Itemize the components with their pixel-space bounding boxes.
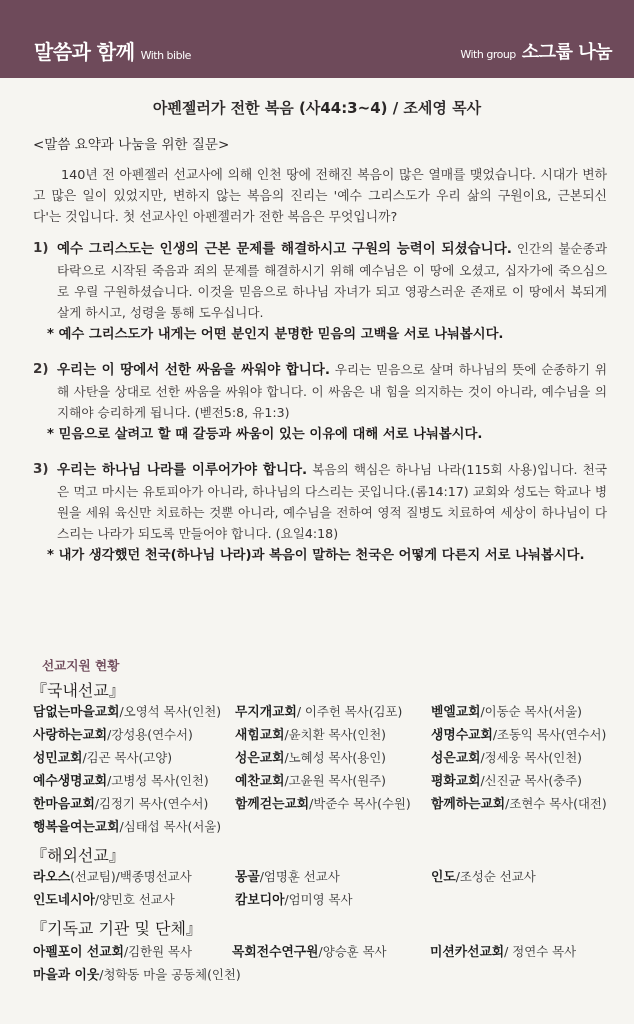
mission-name: 한마음교회	[33, 797, 95, 812]
mission-name: 캄보디아	[235, 893, 285, 908]
mission-entry	[33, 889, 175, 908]
mission-entry	[33, 770, 209, 789]
mission-contact: /김곤 목사(고양)	[82, 750, 173, 765]
mission-entry	[33, 701, 221, 720]
question-text: 복음의 핵심은 하나님 나라(115회 사용)입니다. 천국은 먹고 마시는 유토피아가 아니라, 하나님의 다스리는 곳입니다.(롬14:17) 교회와 성도는 학교나 병원을 세워 육신만 치료하는 것뿐 아니라, 예수님을 전하여 영적 질병도 치료하여 세상이 하나님이 다스리는 나라가 되도록 만들어야 합니다. (요일4:18)	[57, 462, 607, 541]
mission-entry	[235, 701, 402, 720]
mission-entry	[431, 724, 606, 743]
header-right	[454, 38, 612, 64]
overseas-missions-title: 『해외선교』	[31, 846, 125, 865]
mission-contact: (선교팀)/백종명선교사	[70, 869, 192, 884]
question-number: 2)	[33, 361, 49, 377]
mission-name: 성민교회	[33, 751, 83, 766]
mission-entry	[235, 747, 386, 766]
mission-name: 몽골	[235, 870, 260, 885]
mission-entry	[235, 889, 352, 908]
question-lead: 우리는 하나님 나라를 이루어가야 합니다.	[57, 462, 308, 478]
question-body	[57, 459, 607, 544]
mission-contact: /신진균 목사(충주)	[480, 773, 583, 788]
mission-entry	[431, 793, 607, 812]
mission-name: 인도	[431, 870, 456, 885]
mission-contact: /엄명훈 선교사	[259, 869, 340, 884]
discussion-prompt: * 예수 그리스도가 내게는 어떤 분인지 분명한 믿음의 고백을 서로 나눠봅시다.	[47, 327, 504, 342]
mission-entry	[33, 816, 221, 835]
mission-entry	[235, 770, 386, 789]
mission-contact: /조동익 목사(연수서)	[492, 727, 607, 742]
question-number: 3)	[33, 461, 49, 477]
question-2	[33, 359, 607, 445]
page-header	[0, 0, 634, 78]
mission-contact: /정세웅 목사(인천)	[480, 750, 583, 765]
mission-contact: /김정기 목사(연수서)	[94, 796, 209, 811]
mission-contact: /양승훈 목사	[318, 944, 387, 959]
sermon-subtitle: <말씀 요약과 나눔을 위한 질문>	[33, 137, 230, 153]
mission-name: 사랑하는교회	[33, 728, 108, 743]
mission-contact: /윤치환 목사(인천)	[284, 727, 387, 742]
sermon-intro: 140년 전 아펜젤러 선교사에 의해 인천 땅에 전해진 복음이 많은 열매를 맺었습니다. 시대가 변하고 많은 일이 있었지만, 변하지 않는 복음의 진리는 '예수 그리스도가 우리 삶의 구원이요, 근본되신다'는 것입니다. 첫 선교사인 아펜젤러가 전한 복음은 무엇입니까?	[33, 168, 607, 225]
mission-entry	[33, 941, 192, 960]
mission-entry	[430, 941, 576, 960]
mission-contact: /노혜성 목사(용인)	[284, 750, 387, 765]
discussion-prompt: * 내가 생각했던 천국(하나님 나라)과 복음이 말하는 천국은 어떻게 다른지 서로 나눠봅시다.	[47, 548, 585, 563]
mission-name: 라오스	[33, 870, 71, 885]
mission-entry	[235, 866, 340, 885]
mission-contact: /이동순 목사(서울)	[480, 704, 583, 719]
mission-name: 마을과 이웃	[33, 968, 100, 983]
organizations-title: 『기독교 기관 및 단체』	[31, 919, 202, 938]
question-1	[33, 238, 607, 345]
header-left-en: With bible	[140, 49, 191, 62]
mission-entry	[431, 770, 582, 789]
mission-name: 행복을여는교회	[33, 820, 120, 835]
mission-entry	[431, 866, 536, 885]
question-lead: 예수 그리스도는 인생의 근본 문제를 해결하시고 구원의 능력이 되셨습니다.	[57, 241, 512, 257]
mission-contact: /청학동 마을 공동체(인천)	[99, 967, 241, 982]
mission-entry	[235, 724, 386, 743]
mission-name: 목회전수연구원	[232, 945, 319, 960]
mission-name: 성은교회	[431, 751, 481, 766]
mission-name: 인도네시아	[33, 893, 95, 908]
question-body	[57, 238, 607, 323]
mission-name: 성은교회	[235, 751, 285, 766]
mission-name: 생명수교회	[431, 728, 493, 743]
mission-contact: /심태섭 목사(서울)	[119, 819, 222, 834]
mission-entry	[235, 793, 411, 812]
question-3	[33, 459, 607, 566]
mission-name: 함께하는교회	[431, 797, 506, 812]
mission-contact: /오영석 목사(인천)	[119, 704, 222, 719]
question-number: 1)	[33, 240, 49, 256]
sermon-title: 아펜젤러가 전한 복음 (사44:3~4) / 조세영 목사	[152, 99, 482, 117]
mission-entry	[33, 747, 172, 766]
mission-contact: /고윤원 목사(원주)	[284, 773, 387, 788]
mission-name: 미션카선교회	[430, 945, 505, 960]
mission-entry	[431, 747, 582, 766]
mission-name: 평화교회	[431, 774, 481, 789]
mission-entry	[33, 964, 241, 983]
mission-name: 함께걷는교회	[235, 797, 310, 812]
mission-name: 예찬교회	[235, 774, 285, 789]
mission-name: 아펠포이 선교회	[33, 945, 124, 960]
mission-contact: /조현수 목사(대전)	[505, 796, 607, 811]
question-text: 인간의 불순종과 타락으로 시작된 죽음과 죄의 문제를 해결하시기 위해 예수님은 이 땅에 오셨고, 십자가에 죽으심으로 우릴 구원하셨습니다. 이것을 믿음으로 하나님 자녀가 되고 영광스러운 존재로 이 땅에서 복되게 살게 하시고, 성령을 통해 도우십니다.	[57, 241, 608, 320]
mission-contact: / 이주헌 목사(김포)	[296, 704, 403, 719]
mission-entry	[33, 866, 192, 885]
mission-name: 예수생명교회	[33, 774, 108, 789]
mission-name: 무지개교회	[235, 705, 297, 720]
missions-heading: 선교지원 현황	[42, 658, 120, 673]
header-left	[34, 36, 197, 65]
domestic-missions-title: 『국내선교』	[31, 681, 125, 700]
mission-entry	[232, 941, 387, 960]
mission-entry	[33, 724, 193, 743]
header-left-ko: 말씀과 함께	[34, 40, 135, 64]
mission-name: 새힘교회	[235, 728, 285, 743]
mission-contact: /양민호 선교사	[94, 892, 175, 907]
mission-contact: /김한원 목사	[124, 944, 192, 959]
mission-contact: /엄미영 목사	[284, 892, 353, 907]
mission-entry	[33, 793, 208, 812]
mission-contact: /강성용(연수서)	[107, 727, 193, 742]
header-right-ko: 소그룹 나눔	[521, 42, 612, 63]
question-lead: 우리는 이 땅에서 선한 싸움을 싸워야 합니다.	[57, 362, 330, 378]
mission-contact: /고병성 목사(인천)	[107, 773, 209, 788]
mission-name: 벧엘교회	[431, 705, 481, 720]
discussion-prompt: * 믿음으로 살려고 할 때 갈등과 싸움이 있는 이유에 대해 서로 나눠봅시다.	[47, 427, 483, 442]
mission-contact: /박준수 목사(수원)	[309, 796, 411, 811]
question-body	[57, 359, 607, 423]
mission-entry	[431, 701, 582, 720]
question-text: 우리는 믿음으로 살며 하나님의 뜻에 순종하기 위해 사탄을 상대로 선한 싸움을 싸워야 합니다. 이 싸움은 내 힘을 의지하는 것이 아니라, 예수님을 의지해야 승리하게 됩니다. (벧전5:8, 유1:3)	[57, 362, 607, 420]
mission-contact: / 정연수 목사	[504, 944, 577, 959]
mission-name: 담없는마을교회	[33, 705, 120, 720]
header-right-en: With group	[460, 48, 516, 61]
mission-contact: /조성순 선교사	[455, 869, 536, 884]
